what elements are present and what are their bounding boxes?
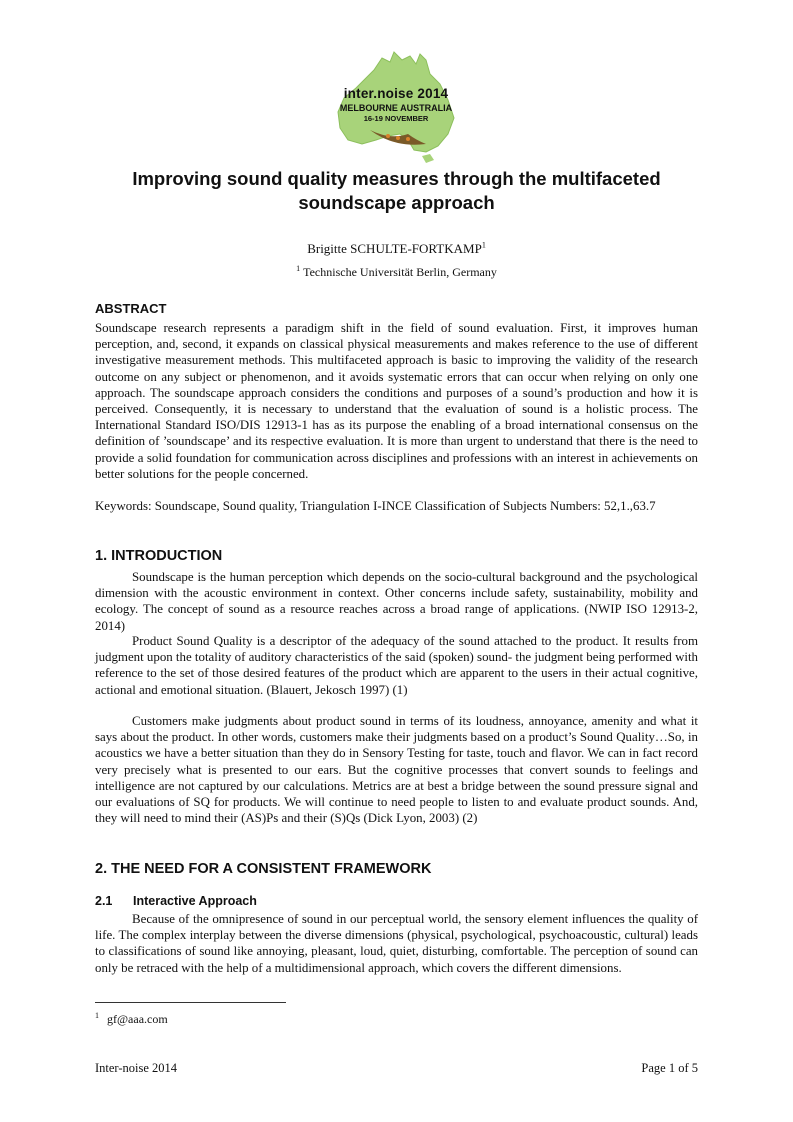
subsection-number: 2.1 [95,894,113,908]
conference-logo [330,48,462,164]
logo-location: MELBOURNE AUSTRALIA [339,103,453,113]
author-name: Brigitte SCHULTE-FORTKAMP [307,241,482,256]
abstract-heading: ABSTRACT [95,301,167,316]
footnote-marker: 1 [95,1011,99,1020]
footer-conference: Inter-noise 2014 [95,1061,178,1075]
footnote-divider [95,1002,286,1003]
intro-paragraph-3: Customers make judgments about product sound in terms of its loudness, annoyance, amenity and what it says about the product. In other words, customers make their judgments based on a product’s Sound Quality…So, in acoustics we have a better situation than they do in Sensory Testing for taste, touch and flavor. We can in fact record very precisely what is presented to our ears. But the cognitive processes that convert sounds to feelings and intelligence are not captured by our calculations. Metrics are at best a bridge between the sound pressure signal and our evaluations of SQ for products. We will continue to need people to listen to and evaluate product sounds. And, they will need to mind their (AS)Ps and their (S)Qs (Dick Lyon, 2003) (2) [95,714,698,826]
footer-page-number: Page 1 of 5 [641,1061,698,1075]
author-marker: 1 [481,240,486,250]
author-line [95,241,698,257]
affiliation-line [95,265,698,280]
paper-title: Improving sound quality measures through the multifaceted soundscape approach [132,168,661,213]
affiliation-marker: 1 [296,264,301,273]
section-heading-introduction: 1. INTRODUCTION [95,548,223,564]
footnote-email: gf@aaa.com [107,1012,168,1026]
keywords: Keywords: Soundscape, Sound quality, Triangulation I-INCE Classification of Subjects Numbers: 52,1.,63.7 [95,499,656,513]
abstract-body: Soundscape research represents a paradigm shift in the field of sound evaluation. First, it improves human perception, and, second, it expands on classical physical measurements and makes reference to the use of different investigative measurement methods. This multifaceted approach is basic to improving the validity of the research outcome on any subject or phenomenon, and it avoids systematic errors that can occur when relying on only one approach. The soundscape approach considers the conditions and purposes of a sound’s production and how it is perceived. Consequently, it is necessary to understand that the evaluation of sound is a holistic process. The International Standard ISO/DIS 12913-1 has as its purpose the enabling of a broad international consensus on the definition of ’soundscape’ and its respective evaluation. It is more than urgent to understand that there is the need to provide a solid foundation for communication across disciplines and professions with an interest in achievements on better solutions for the people concerned. [95,321,698,481]
logo-dates: 16-19 NOVEMBER [363,114,429,123]
affiliation-text: Technische Universität Berlin, Germany [303,265,497,279]
intro-paragraph-2: Product Sound Quality is a descriptor of the adequacy of the sound attached to the product. It results from judgment upon the totality of auditory characteristics of the said (spoken) sound- the judgment being performed with reference to the set of those desired features of the product which are apparent to the users in their actual cognitive, actional and emotional situation. (Blauert, Jekosch 1997) (1) [95,634,698,697]
subsection-heading [95,894,257,908]
interactive-paragraph: Because of the omnipresence of sound in our perceptual world, the sensory element influences the quality of life. The complex interplay between the diverse dimensions (physical, psychological, psychoacoustic, cultural) leads to classifications of sound like annoying, pleasant, loud, quiet, disturbing, comfortable. The perception of sound can only be retraced with the help of a multidimensional approach, which covers the different dimensions. [95,912,698,975]
section-heading-framework: 2. THE NEED FOR A CONSISTENT FRAMEWORK [95,861,432,877]
subsection-title: Interactive Approach [133,894,257,908]
logo-title: inter.noise 2014 [343,86,449,101]
footnote [95,1011,168,1027]
intro-paragraph-1: Soundscape is the human perception which depends on the socio-cultural background and the psychological dimension with the acoustic environment in context. Other concerns include safety, sustainability, mobility and ecology. The concept of sound as a resource reaches across a broad range of applications. (NWIP ISO 12913-2, 2014) [95,570,698,633]
